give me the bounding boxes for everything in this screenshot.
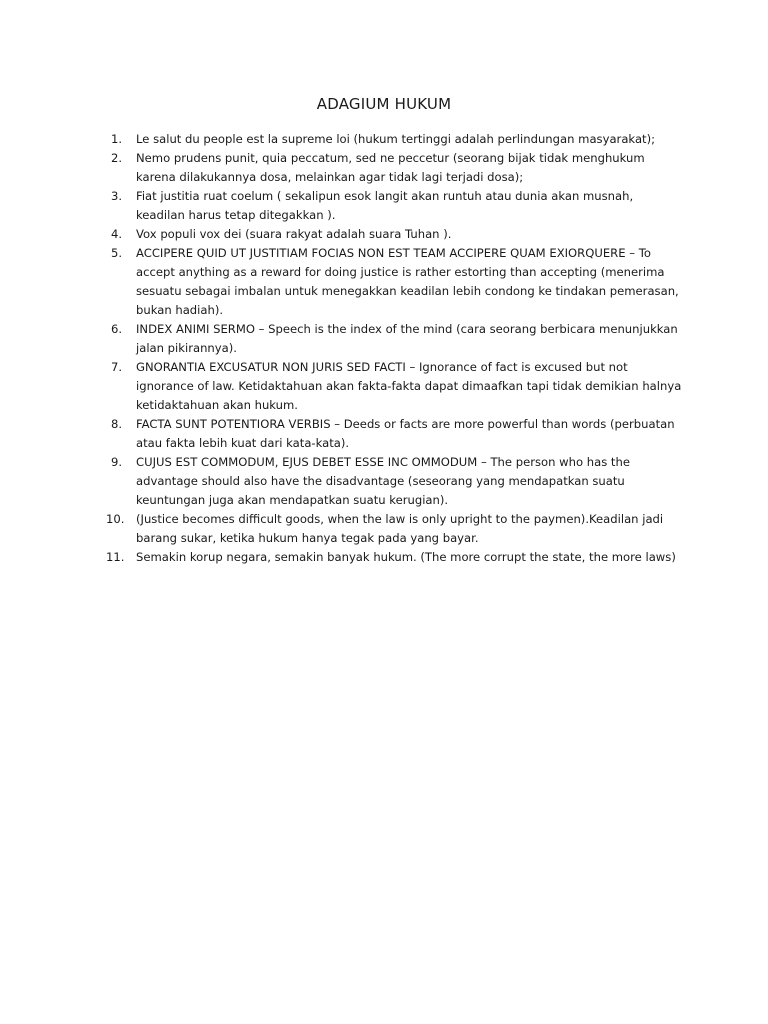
item-text: CUJUS EST COMMODUM, EJUS DEBET ESSE INC OMMODUM – The person who has the advantage should also have the disadvantage (seseorang yang mendapatkan suatu keuntungan juga akan mendapatkan suatu kerugian). [136,455,630,507]
item-text: GNORANTIA EXCUSATUR NON JURIS SED FACTI – Ignorance of fact is excused but not ignorance of law. Ketidaktahuan akan fakta-fakta dapat dimaafkan tapi tidak demikian halnya ketidaktahuan akan hukum. [136,360,682,412]
list-item [103,510,683,548]
item-text: Fiat justitia ruat coelum ( sekalipun esok langit akan runtuh atau dunia akan musnah, keadilan harus tetap ditegakkan ). [136,189,634,222]
adage-list [103,130,683,567]
item-text: ACCIPERE QUID UT JUSTITIAM FOCIAS NON EST TEAM ACCIPERE QUAM EXIORQUERE – To accept anything as a reward for doing justice is rather estorting than accepting (menerima sesuatu sebagai imbalan untuk menegakkan keadilan lebih condong ke tindakan pemerasan, bukan hadiah). [136,246,679,317]
item-number: 6. [111,322,123,336]
item-number: 5. [111,246,123,260]
item-number: 11. [106,550,125,564]
item-number: 3. [111,189,123,203]
item-number: 8. [111,417,123,431]
item-text: (Justice becomes difficult goods, when the law is only upright to the paymen).Keadilan jadi barang sukar, ketika hukum hanya tegak pada yang bayar. [136,512,664,545]
item-text: Nemo prudens punit, quia peccatum, sed ne peccetur (seorang bijak tidak menghukum karena dilakukannya dosa, melainkan agar tidak lagi terjadi dosa); [136,151,645,184]
list-item [103,244,683,320]
list-item [103,130,683,149]
list-item [103,548,683,567]
item-number: 2. [111,151,123,165]
item-number: 10. [106,512,125,526]
list-item [103,358,683,415]
item-number: 9. [111,455,123,469]
document-title: ADAGIUM HUKUM [316,95,452,113]
item-number: 1. [111,132,123,146]
list-item [103,149,683,187]
list-item [103,415,683,453]
item-text: Vox populi vox dei (suara rakyat adalah suara Tuhan ). [136,227,452,241]
list-item [103,225,683,244]
item-text: Semakin korup negara, semakin banyak hukum. (The more corrupt the state, the more laws) [136,550,676,564]
list-item [103,453,683,510]
list-item [103,187,683,225]
item-number: 7. [111,360,123,374]
item-text: FACTA SUNT POTENTIORA VERBIS – Deeds or facts are more powerful than words (perbuatan atau fakta lebih kuat dari kata-kata). [136,417,675,450]
item-text: INDEX ANIMI SERMO – Speech is the index of the mind (cara seorang berbicara menunjukkan jalan pikirannya). [136,322,678,355]
list-item [103,320,683,358]
item-number: 4. [111,227,123,241]
item-text: Le salut du people est la supreme loi (hukum tertinggi adalah perlindungan masyarakat); [136,132,656,146]
